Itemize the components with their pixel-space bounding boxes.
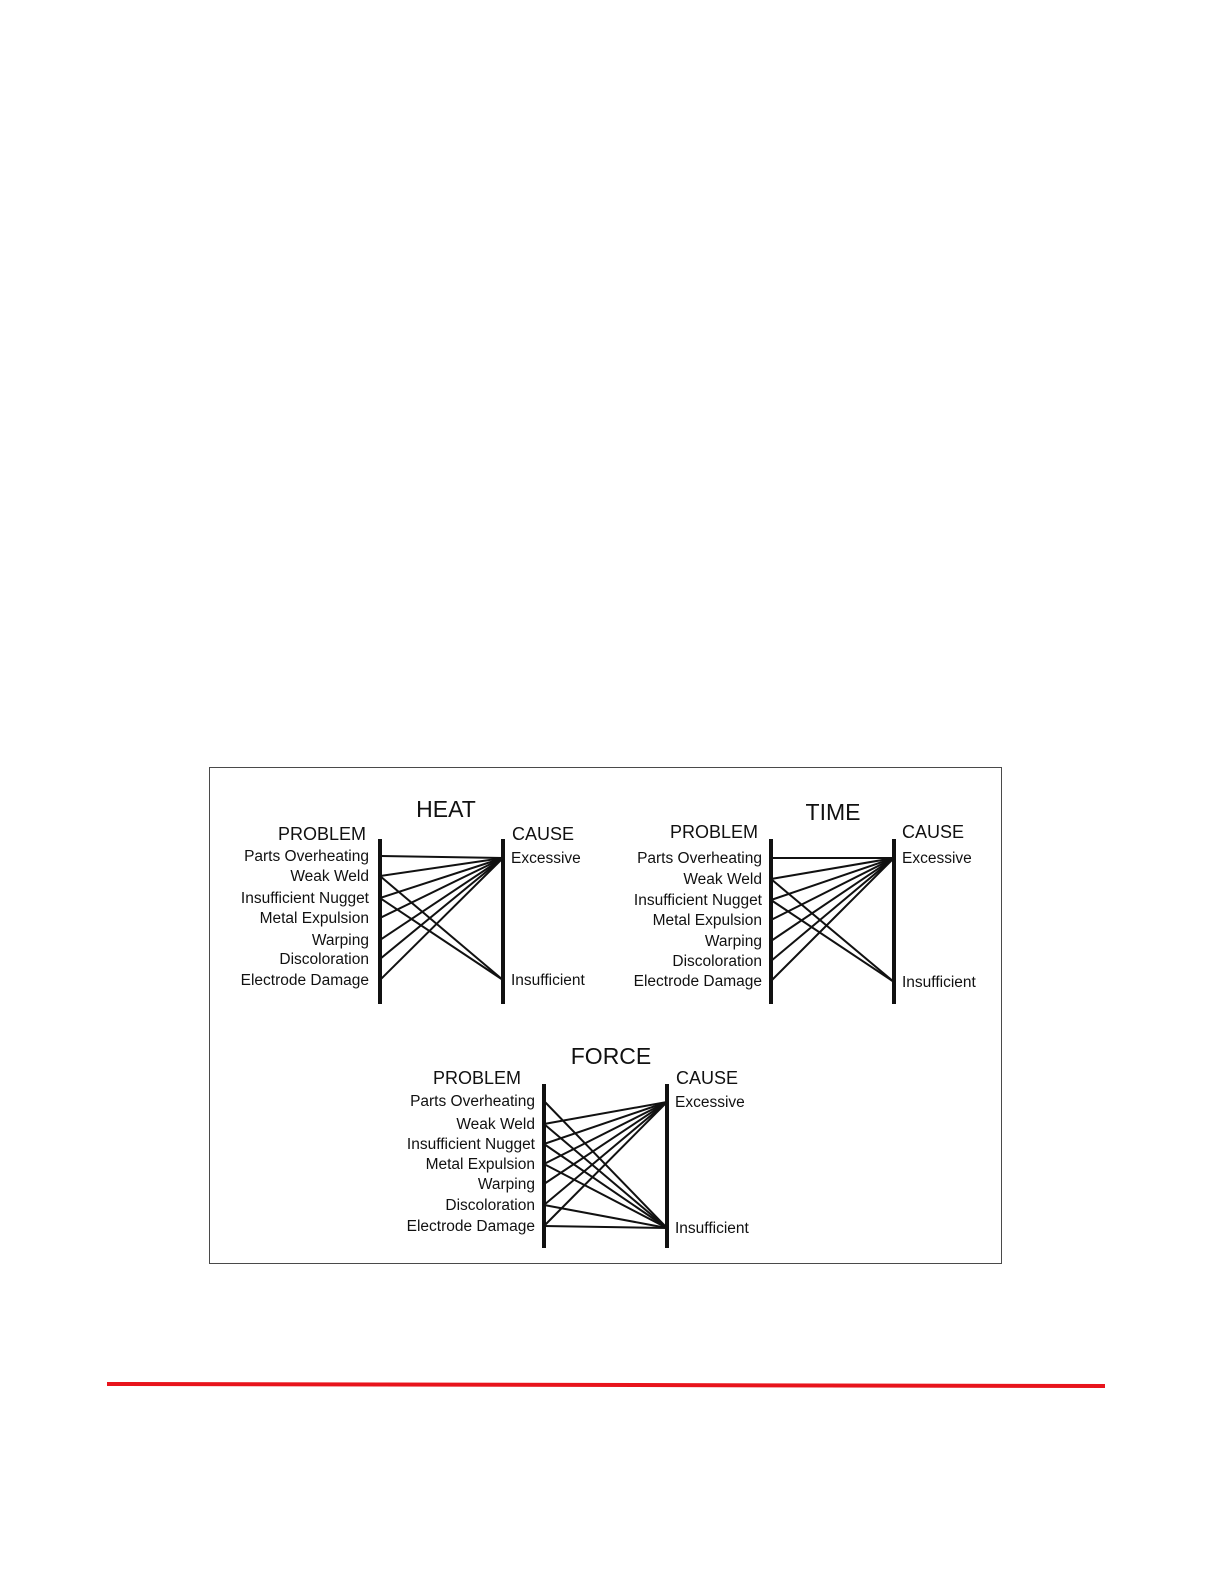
time-problem-label: Weak Weld xyxy=(683,871,762,888)
footer-red-line xyxy=(107,1384,1105,1386)
heat-problem-label: Insufficient Nugget xyxy=(240,890,369,907)
time-problem-label: Discoloration xyxy=(672,953,762,970)
force-cause-header: CAUSE xyxy=(676,1068,739,1088)
heat-cause-label: Insufficient xyxy=(511,972,585,989)
heat-cause-header: CAUSE xyxy=(512,824,575,844)
heat-title: HEAT xyxy=(416,796,476,822)
force-cause-label: Insufficient xyxy=(675,1220,749,1237)
heat-problem-header: PROBLEM xyxy=(277,824,367,844)
time-cause-label: Insufficient xyxy=(902,974,976,991)
heat-problem-label: Parts Overheating xyxy=(244,848,369,865)
force-problem-label: Metal Expulsion xyxy=(425,1156,535,1173)
heat-problem-label: Metal Expulsion xyxy=(259,910,369,927)
time-problem-header: PROBLEM xyxy=(669,822,759,842)
heat-problem-label: Weak Weld xyxy=(290,868,369,885)
time-problem-label: Metal Expulsion xyxy=(652,912,762,929)
heat-problem-label: Warping xyxy=(311,932,369,949)
force-problem-header: PROBLEM xyxy=(432,1068,522,1088)
time-cause-header: CAUSE xyxy=(902,822,965,842)
heat-problem-label: Electrode Damage xyxy=(240,972,369,989)
force-cause-label: Excessive xyxy=(675,1094,745,1111)
force-title: FORCE xyxy=(570,1043,652,1069)
force-problem-label: Electrode Damage xyxy=(406,1218,535,1235)
time-problem-label: Warping xyxy=(704,933,762,950)
force-problem-label: Parts Overheating xyxy=(410,1093,535,1110)
force-problem-label: Discoloration xyxy=(445,1197,535,1214)
time-problem-label: Insufficient Nugget xyxy=(633,892,762,909)
time-problem-label: Electrode Damage xyxy=(633,973,762,990)
force-problem-label: Warping xyxy=(477,1176,535,1193)
heat-cause-label: Excessive xyxy=(511,850,581,867)
force-problem-label: Insufficient Nugget xyxy=(406,1136,535,1153)
heat-problem-label: Discoloration xyxy=(279,951,369,968)
time-cause-label: Excessive xyxy=(902,850,972,867)
time-problem-label: Parts Overheating xyxy=(637,850,762,867)
force-problem-label: Weak Weld xyxy=(456,1116,535,1133)
time-title: TIME xyxy=(805,799,861,825)
